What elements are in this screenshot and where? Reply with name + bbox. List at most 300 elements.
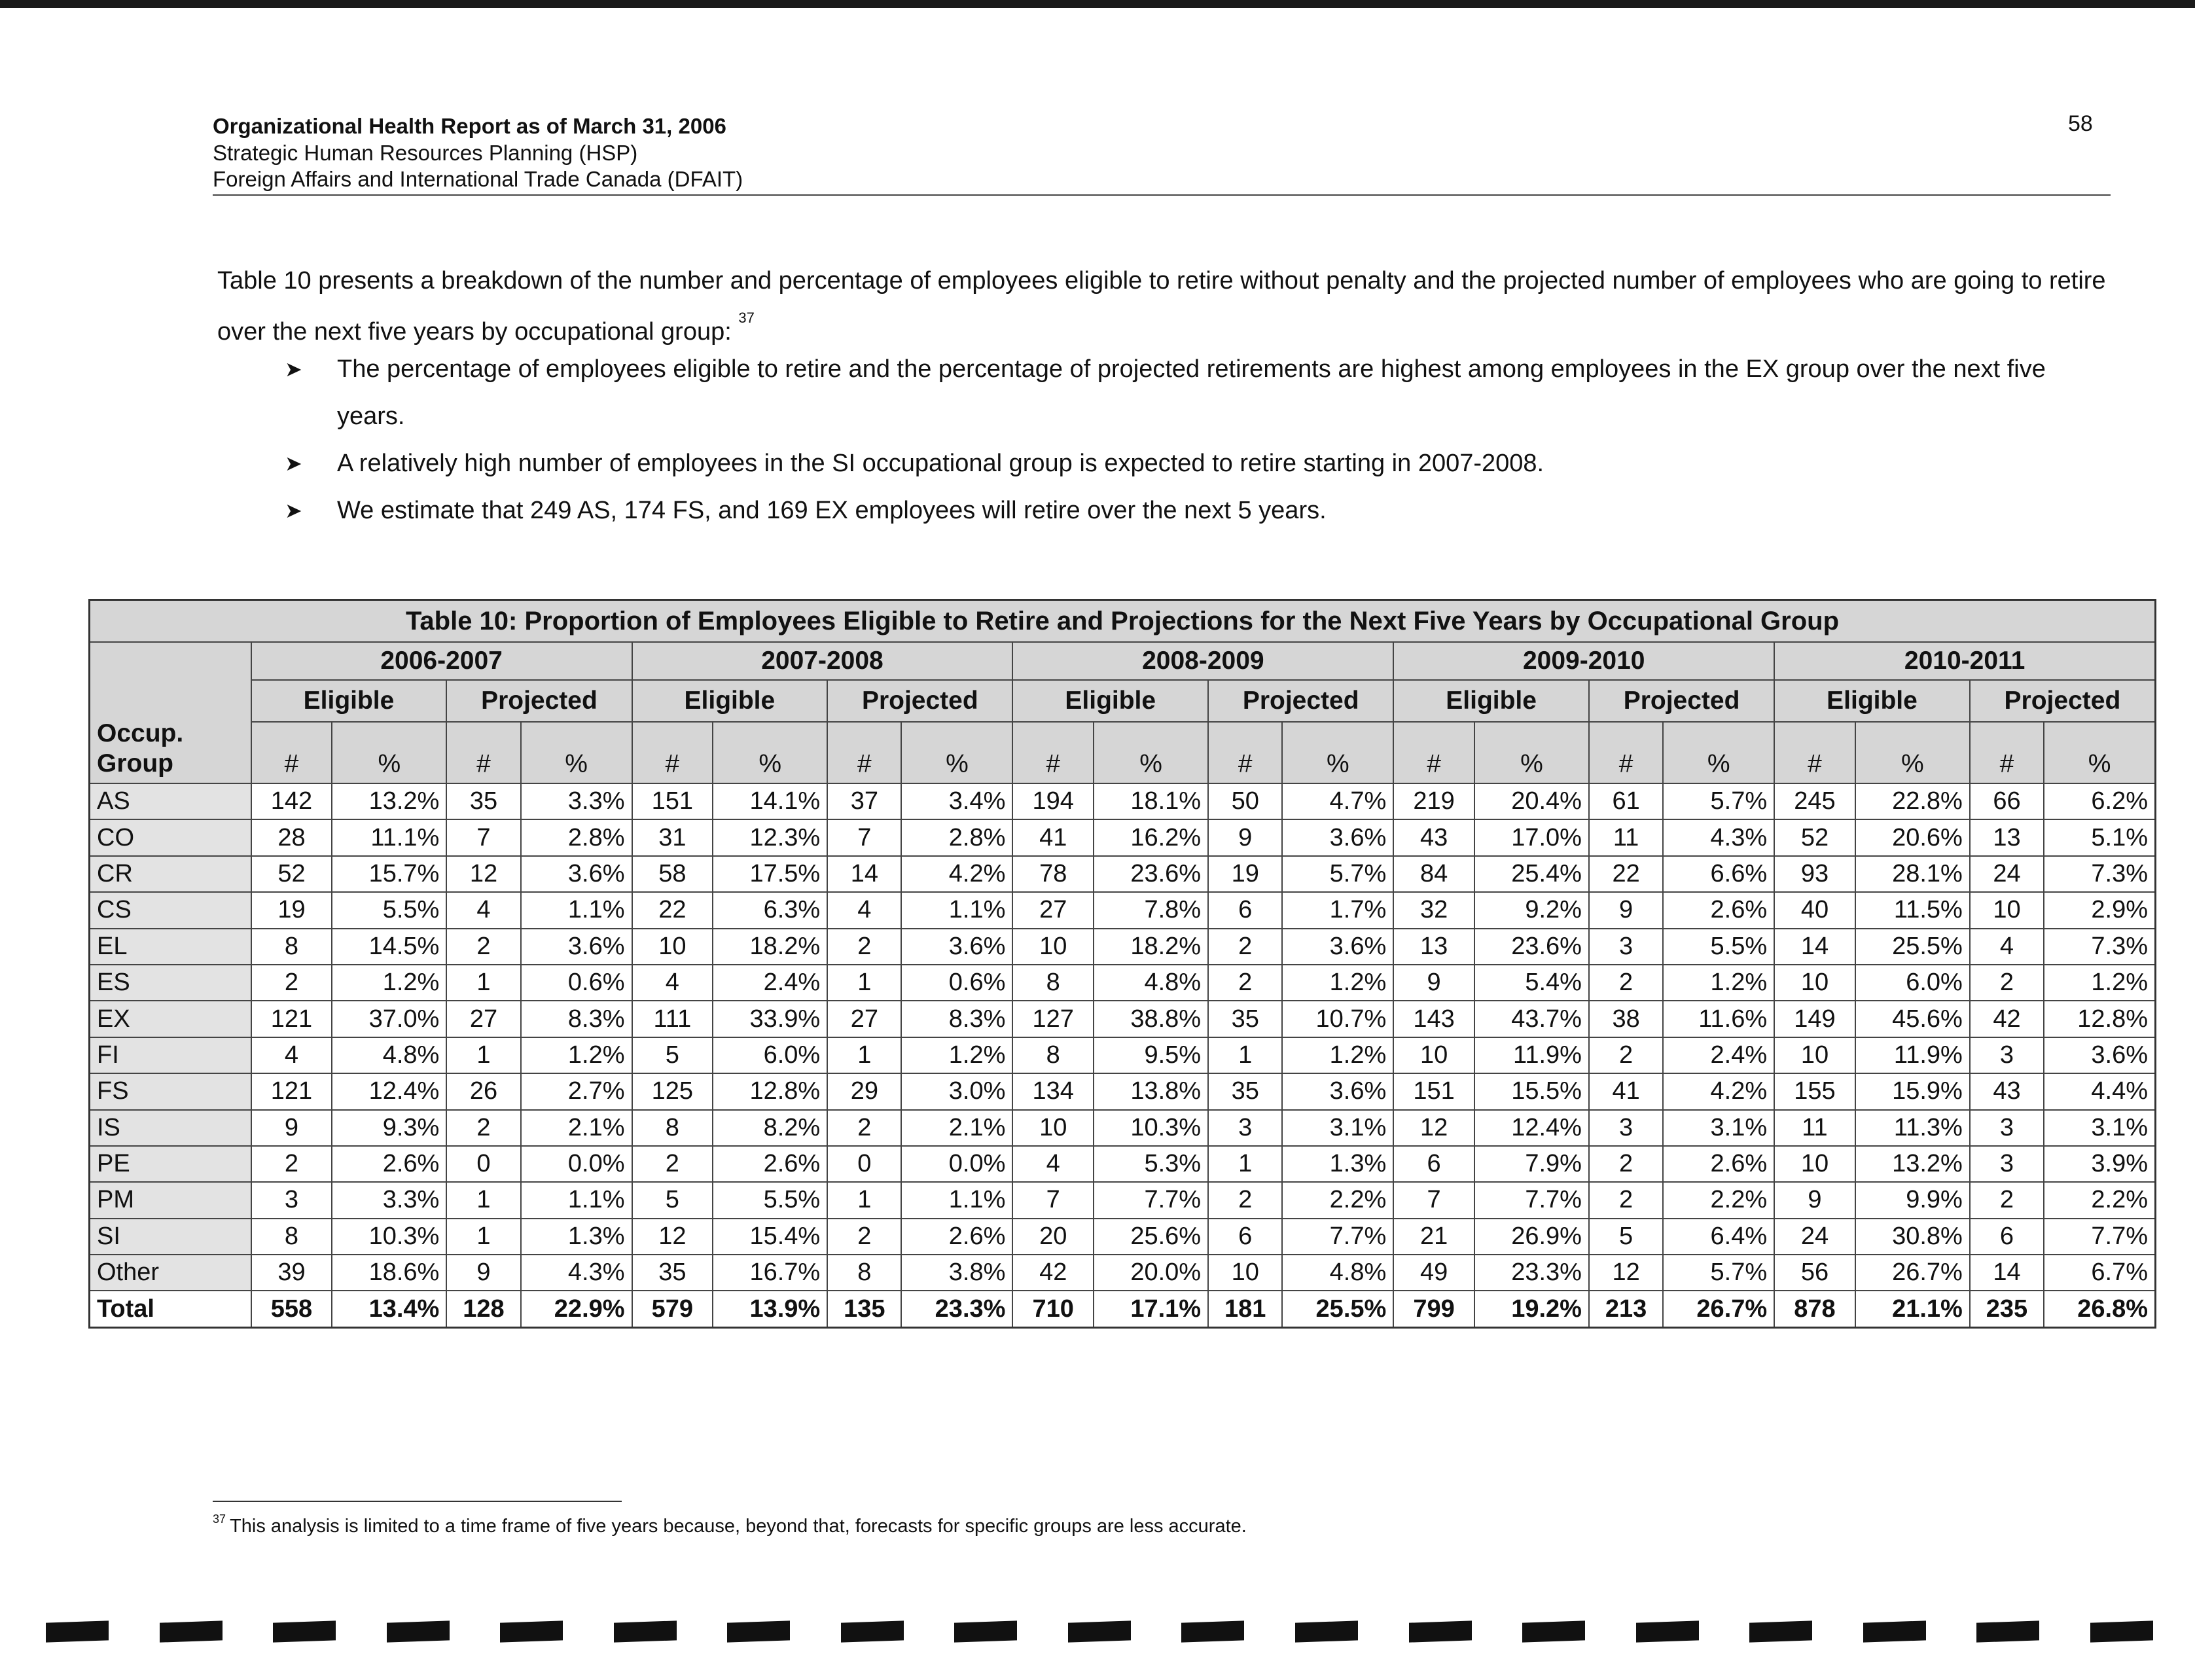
arrow-bullet-icon: ➤ [285,357,302,381]
percent-header: % [901,722,1012,783]
percent-cell: 2.6% [713,1146,827,1182]
count-cell: 32 [1393,892,1474,928]
count-cell: 14 [1970,1255,2044,1291]
count-cell: 4 [1970,929,2044,965]
bullet-item [285,440,2112,487]
percent-cell: 2.4% [713,965,827,1001]
percent-cell: 20.6% [1855,819,1970,855]
percent-cell: 7.3% [2044,856,2155,892]
count-cell: 2 [1208,965,1282,1001]
percent-cell: 3.1% [2044,1110,2155,1146]
percent-cell: 7.8% [1094,892,1208,928]
footnote-number: 37 [213,1512,226,1526]
table-row [90,929,2156,965]
count-cell: 8 [827,1255,901,1291]
percent-cell: 25.6% [1094,1219,1208,1255]
projected-header: Projected [446,680,632,722]
percent-cell: 4.8% [1094,965,1208,1001]
percent-cell: 2.1% [521,1110,632,1146]
eligible-header: Eligible [1393,680,1589,722]
count-cell: 20 [1012,1219,1094,1255]
percent-cell: 38.8% [1094,1001,1208,1037]
table-row [90,1146,2156,1182]
projected-header: Projected [827,680,1012,722]
occup-group-cell: IS [90,1110,251,1146]
percent-cell: 3.6% [1282,1073,1393,1109]
table-row [90,1037,2156,1073]
count-cell: 10 [1774,1146,1855,1182]
percent-cell: 7.7% [1282,1219,1393,1255]
percent-cell: 16.7% [713,1255,827,1291]
year-header: 2006-2007 [251,642,632,680]
footnote-divider [213,1501,622,1502]
count-cell: 13 [1393,929,1474,965]
count-header: # [1970,722,2044,783]
percent-cell: 11.3% [1855,1110,1970,1146]
percent-cell: 1.2% [332,965,446,1001]
count-cell: 213 [1589,1291,1663,1327]
percent-cell: 1.2% [1282,965,1393,1001]
count-cell: 11 [1589,819,1663,855]
percent-cell: 37.0% [332,1001,446,1037]
percent-header: % [1855,722,1970,783]
percent-cell: 23.6% [1094,856,1208,892]
page-header [213,113,2111,192]
count-cell: 194 [1012,783,1094,819]
count-cell: 1 [827,1182,901,1218]
percent-cell: 6.0% [1855,965,1970,1001]
count-header: # [1208,722,1282,783]
percent-cell: 2.9% [2044,892,2155,928]
footnote-text: This analysis is limited to a time frame of five years because, beyond that, forecasts for specific groups are less accurate. [230,1516,1247,1537]
count-cell: 5 [632,1037,713,1073]
percent-cell: 1.1% [521,892,632,928]
bullet-text: We estimate that 249 AS, 174 FS, and 169 EX employees will retire over the next 5 years. [337,497,1327,524]
count-cell: 7 [827,819,901,855]
count-header: # [1012,722,1094,783]
retirement-table-container [88,599,2156,1329]
count-cell: 58 [632,856,713,892]
count-cell: 13 [1970,819,2044,855]
count-cell: 7 [1012,1182,1094,1218]
percent-cell: 11.9% [1474,1037,1589,1073]
count-cell: 2 [1589,965,1663,1001]
percent-cell: 8.3% [521,1001,632,1037]
count-cell: 21 [1393,1219,1474,1255]
percent-cell: 14.1% [713,783,827,819]
count-cell: 42 [1970,1001,2044,1037]
retirement-table [88,599,2156,1329]
count-cell: 12 [446,856,520,892]
count-cell: 35 [1208,1001,1282,1037]
count-cell: 9 [251,1110,332,1146]
bullet-item [285,346,2112,440]
count-cell: 3 [1970,1037,2044,1073]
count-cell: 28 [251,819,332,855]
eligible-header: Eligible [1012,680,1208,722]
percent-cell: 4.3% [521,1255,632,1291]
occup-group-cell: EX [90,1001,251,1037]
count-cell: 579 [632,1291,713,1327]
percent-cell: 20.4% [1474,783,1589,819]
occup-group-cell: CR [90,856,251,892]
count-cell: 3 [1970,1110,2044,1146]
count-cell: 31 [632,819,713,855]
percent-cell: 12.3% [713,819,827,855]
count-header: # [1589,722,1663,783]
percent-cell: 7.7% [1474,1182,1589,1218]
percent-cell: 6.3% [713,892,827,928]
count-cell: 39 [251,1255,332,1291]
percent-cell: 43.7% [1474,1001,1589,1037]
percent-cell: 6.2% [2044,783,2155,819]
percent-cell: 1.2% [1663,965,1774,1001]
count-cell: 125 [632,1073,713,1109]
percent-cell: 23.3% [1474,1255,1589,1291]
count-cell: 26 [446,1073,520,1109]
percent-cell: 0.6% [521,965,632,1001]
percent-cell: 3.9% [2044,1146,2155,1182]
count-cell: 14 [827,856,901,892]
percent-cell: 2.1% [901,1110,1012,1146]
count-cell: 52 [251,856,332,892]
count-cell: 9 [1393,965,1474,1001]
bullet-list [285,346,2112,534]
percent-cell: 19.2% [1474,1291,1589,1327]
count-cell: 10 [1774,1037,1855,1073]
header-divider [213,194,2111,196]
eligible-header: Eligible [1774,680,1970,722]
count-header: # [1393,722,1474,783]
count-cell: 10 [1208,1255,1282,1291]
percent-cell: 9.3% [332,1110,446,1146]
count-cell: 11 [1774,1110,1855,1146]
table-row [90,1110,2156,1146]
count-cell: 127 [1012,1001,1094,1037]
count-cell: 50 [1208,783,1282,819]
count-cell: 24 [1970,856,2044,892]
percent-cell: 12.8% [713,1073,827,1109]
occup-label: Occup. [97,719,184,747]
count-cell: 7 [1393,1182,1474,1218]
count-cell: 2 [1208,929,1282,965]
count-cell: 8 [251,929,332,965]
percent-cell: 8.3% [901,1001,1012,1037]
percent-cell: 5.1% [2044,819,2155,855]
projected-header: Projected [1208,680,1393,722]
percent-cell: 18.2% [713,929,827,965]
percent-cell: 18.6% [332,1255,446,1291]
count-cell: 710 [1012,1291,1094,1327]
count-cell: 0 [446,1146,520,1182]
percent-cell: 2.2% [1663,1182,1774,1218]
department-name: Foreign Affairs and International Trade Canada (DFAIT) [213,167,743,191]
count-cell: 6 [1208,1219,1282,1255]
count-cell: 128 [446,1291,520,1327]
count-cell: 235 [1970,1291,2044,1327]
percent-cell: 9.9% [1855,1182,1970,1218]
count-cell: 14 [1774,929,1855,965]
arrow-bullet-icon: ➤ [285,452,302,475]
count-cell: 12 [632,1219,713,1255]
table-row [90,1001,2156,1037]
count-cell: 219 [1393,783,1474,819]
count-cell: 799 [1393,1291,1474,1327]
percent-cell: 17.5% [713,856,827,892]
percent-cell: 25.5% [1855,929,1970,965]
percent-cell: 13.4% [332,1291,446,1327]
percent-cell: 28.1% [1855,856,1970,892]
percent-cell: 10.3% [1094,1110,1208,1146]
footnote-reference: 37 [738,310,755,326]
count-cell: 4 [251,1037,332,1073]
table-row [90,1182,2156,1218]
count-cell: 8 [251,1219,332,1255]
count-cell: 4 [1012,1146,1094,1182]
percent-cell: 26.7% [1855,1255,1970,1291]
table-row [90,892,2156,928]
percent-cell: 8.2% [713,1110,827,1146]
table-row [90,783,2156,819]
table-row [90,965,2156,1001]
count-cell: 1 [1208,1146,1282,1182]
count-cell: 10 [1970,892,2044,928]
count-cell: 35 [632,1255,713,1291]
count-cell: 7 [446,819,520,855]
percent-cell: 7.7% [1094,1182,1208,1218]
count-cell: 93 [1774,856,1855,892]
percent-cell: 2.6% [901,1219,1012,1255]
count-cell: 0 [827,1146,901,1182]
count-cell: 8 [1012,965,1094,1001]
count-cell: 134 [1012,1073,1094,1109]
count-cell: 19 [251,892,332,928]
percent-cell: 30.8% [1855,1219,1970,1255]
scan-edge-marks [46,1622,2153,1648]
percent-cell: 4.2% [901,856,1012,892]
percent-cell: 6.6% [1663,856,1774,892]
count-cell: 10 [1012,929,1094,965]
count-cell: 37 [827,783,901,819]
percent-cell: 17.0% [1474,819,1589,855]
percent-cell: 7.7% [2044,1219,2155,1255]
eligible-header: Eligible [251,680,447,722]
count-cell: 2 [1589,1146,1663,1182]
occup-group-cell: PE [90,1146,251,1182]
percent-cell: 1.2% [521,1037,632,1073]
occup-group-cell: FS [90,1073,251,1109]
count-cell: 38 [1589,1001,1663,1037]
count-cell: 35 [1208,1073,1282,1109]
count-header: # [446,722,520,783]
count-cell: 52 [1774,819,1855,855]
percent-cell: 5.7% [1663,783,1774,819]
percent-cell: 4.2% [1663,1073,1774,1109]
percent-cell: 2.6% [332,1146,446,1182]
percent-cell: 10.3% [332,1219,446,1255]
count-cell: 84 [1393,856,1474,892]
percent-cell: 4.8% [1282,1255,1393,1291]
count-cell: 2 [1208,1182,1282,1218]
count-cell: 12 [1393,1110,1474,1146]
percent-header: % [2044,722,2155,783]
count-cell: 135 [827,1291,901,1327]
count-cell: 41 [1589,1073,1663,1109]
count-cell: 61 [1589,783,1663,819]
count-cell: 1 [827,965,901,1001]
percent-cell: 21.1% [1855,1291,1970,1327]
percent-cell: 3.1% [1663,1110,1774,1146]
percent-cell: 26.9% [1474,1219,1589,1255]
percent-cell: 15.4% [713,1219,827,1255]
count-cell: 2 [1970,965,2044,1001]
count-cell: 9 [1208,819,1282,855]
percent-cell: 1.1% [901,892,1012,928]
count-header: # [632,722,713,783]
count-cell: 40 [1774,892,1855,928]
occup-group-cell: CO [90,819,251,855]
percent-cell: 23.3% [901,1291,1012,1327]
intro-paragraph [217,255,2112,357]
percent-cell: 5.5% [713,1182,827,1218]
report-subtitle: Strategic Human Resources Planning (HSP) [213,141,638,165]
occup-group-header [90,642,251,783]
percent-cell: 1.2% [901,1037,1012,1073]
bullet-item [285,487,2112,534]
percent-cell: 1.2% [2044,965,2155,1001]
eligible-header: Eligible [632,680,828,722]
percent-cell: 2.7% [521,1073,632,1109]
count-cell: 78 [1012,856,1094,892]
count-cell: 142 [251,783,332,819]
count-cell: 3 [251,1182,332,1218]
bullet-text: The percentage of employees eligible to retire and the percentage of projected retirements are highest among employees in the EX group over the next five years. [337,355,2046,430]
percent-cell: 12.4% [1474,1110,1589,1146]
count-cell: 35 [446,783,520,819]
percent-cell: 4.8% [332,1037,446,1073]
count-cell: 2 [1589,1182,1663,1218]
count-cell: 5 [632,1182,713,1218]
percent-cell: 3.6% [2044,1037,2155,1073]
percent-cell: 5.4% [1474,965,1589,1001]
count-cell: 2 [446,929,520,965]
count-cell: 245 [1774,783,1855,819]
count-cell: 41 [1012,819,1094,855]
percent-cell: 0.0% [901,1146,1012,1182]
count-cell: 3 [1970,1146,2044,1182]
percent-cell: 12.4% [332,1073,446,1109]
count-cell: 1 [827,1037,901,1073]
count-cell: 1 [446,1037,520,1073]
year-header: 2008-2009 [1012,642,1393,680]
percent-cell: 2.6% [1663,1146,1774,1182]
intro-text: Table 10 presents a breakdown of the number and percentage of employees eligible to retire without penalty and the projected number of employees who are going to retire over the next five years by occupational group: [217,267,2106,346]
percent-cell: 1.3% [521,1219,632,1255]
projected-header: Projected [1589,680,1774,722]
year-header: 2009-2010 [1393,642,1774,680]
percent-cell: 15.7% [332,856,446,892]
count-cell: 22 [632,892,713,928]
percent-cell: 13.9% [713,1291,827,1327]
percent-cell: 1.2% [1282,1037,1393,1073]
percent-cell: 6.7% [2044,1255,2155,1291]
top-border-rule [0,0,2195,8]
percent-cell: 2.8% [901,819,1012,855]
percent-cell: 12.8% [2044,1001,2155,1037]
count-cell: 2 [827,929,901,965]
count-cell: 2 [1970,1182,2044,1218]
table-row [90,1073,2156,1109]
report-title: Organizational Health Report as of March 31, 2006 [213,114,726,138]
percent-cell: 5.5% [332,892,446,928]
percent-cell: 1.1% [521,1182,632,1218]
count-cell: 10 [1012,1110,1094,1146]
count-cell: 6 [1208,892,1282,928]
count-cell: 2 [827,1219,901,1255]
count-cell: 12 [1589,1255,1663,1291]
percent-cell: 13.2% [332,783,446,819]
count-cell: 27 [1012,892,1094,928]
percent-cell: 3.3% [521,783,632,819]
percent-cell: 2.2% [2044,1182,2155,1218]
percent-cell: 0.0% [521,1146,632,1182]
percent-cell: 23.6% [1474,929,1589,965]
count-cell: 1 [1208,1037,1282,1073]
percent-cell: 3.6% [1282,929,1393,965]
percent-cell: 15.5% [1474,1073,1589,1109]
percent-cell: 26.7% [1663,1291,1774,1327]
occup-group-cell: SI [90,1219,251,1255]
count-cell: 558 [251,1291,332,1327]
year-header: 2010-2011 [1774,642,2155,680]
count-cell: 181 [1208,1291,1282,1327]
percent-cell: 4.7% [1282,783,1393,819]
percent-cell: 11.5% [1855,892,1970,928]
percent-cell: 3.4% [901,783,1012,819]
percent-cell: 3.6% [1282,819,1393,855]
percent-cell: 1.3% [1282,1146,1393,1182]
occup-group-cell: Total [90,1291,251,1327]
occup-group-cell: EL [90,929,251,965]
percent-cell: 3.6% [901,929,1012,965]
count-cell: 66 [1970,783,2044,819]
percent-cell: 5.7% [1282,856,1393,892]
occup-group-cell: Other [90,1255,251,1291]
percent-cell: 2.4% [1663,1037,1774,1073]
percent-cell: 25.4% [1474,856,1589,892]
percent-cell: 22.9% [521,1291,632,1327]
percent-cell: 9.2% [1474,892,1589,928]
count-cell: 8 [632,1110,713,1146]
table-row [90,819,2156,855]
count-cell: 151 [1393,1073,1474,1109]
percent-cell: 10.7% [1282,1001,1393,1037]
count-cell: 19 [1208,856,1282,892]
count-cell: 2 [632,1146,713,1182]
table-row [90,1219,2156,1255]
percent-cell: 25.5% [1282,1291,1393,1327]
count-cell: 1 [446,1219,520,1255]
table-caption: Table 10: Proportion of Employees Eligible to Retire and Projections for the Next Five Years by Occupational Group [90,600,2156,643]
occup-group-cell: AS [90,783,251,819]
count-cell: 3 [1589,1110,1663,1146]
occup-group-cell: CS [90,892,251,928]
count-cell: 43 [1393,819,1474,855]
count-cell: 1 [446,965,520,1001]
count-cell: 2 [251,965,332,1001]
count-cell: 2 [1589,1037,1663,1073]
percent-cell: 3.6% [521,929,632,965]
